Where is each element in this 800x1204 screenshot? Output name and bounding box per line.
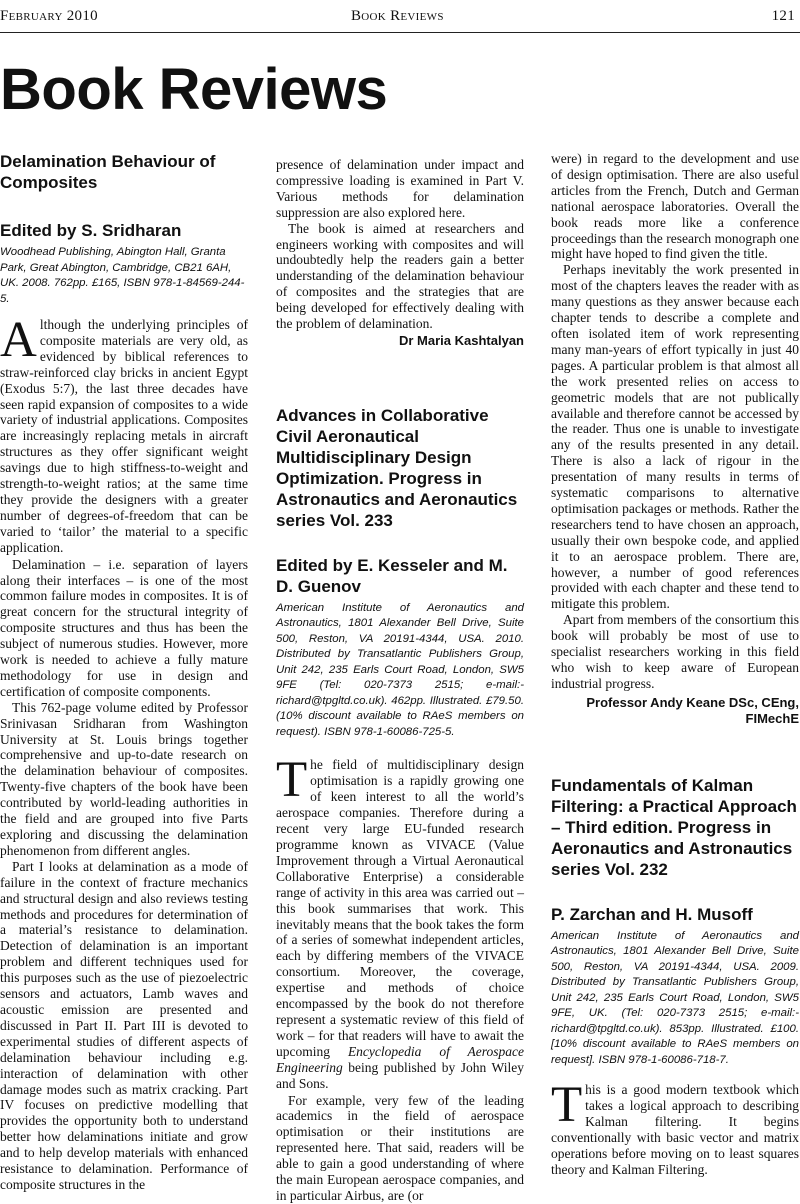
review1-publisher: Woodhead Publishing, Abington Hall, Granta Park, Great Abington, Cambridge, CB21 6AH, UK. 2008. 762pp. £165, ISBN 978-1-84569-244-5. (0, 246, 245, 305)
running-header (0, 0, 800, 33)
review3-publisher: American Institute of Aeronautics and Astronautics, 1801 Alexander Bell Drive, Suite 500, Reston, VA 20191-4344, USA. 2009. Distributed by Transatlantic Publishers Group, Unit 242, 235 Earls Court Road, London, SW5 9FE, UK. (Tel: 020-7373 2515; e-mail:-richard@tpgltd.co.uk). 853pp. Illustrated. £100. [10% discount available to RAeS members on request]. ISBN 978-1-60086-718-7. (551, 929, 799, 1066)
review1-para-4: Part I looks at delamination as a mode of failure in the context of fracture mechanics and structural design and also reviews testing methods and procedures for determination of a material’s resistance to delamination. Detection of delamination is an important problem and different techniques used for this purposes such as the use of piezoelectric sensors and actuators, Lamb waves and acoustic emission are presented and discussed in Part II. Part III is devoted to experimental studies of different aspects of delamination behaviour including e.g. interaction of delamination with other damage modes such as matrix cracking. Part IV focuses on predictive modelling that provides the opportunity both to understand better how delaminations initiate and grow and to help develop materials with enhanced resistance to delamination. Performance of composite structures in the (0, 858, 248, 1192)
review2-para-5: Apart from members of the consortium this book will probably be most of use to specialist researchers working in this field who wish to keep aware of European industrial progress. (551, 612, 799, 691)
review2-title: Advances in Collaborative Civil Aeronautical Multidisciplinary Design Optimization. Progress in Astronautics and Aeronautics series Vol. 233 (276, 405, 518, 530)
review2-reviewer: Professor Andy Keane DSc, CEng, FIMechE (586, 694, 799, 726)
review3-title: Fundamentals of Kalman Filtering: a Practical Approach – Third edition. Progress in Aeronautics and Astronautics series Vol. 232 (551, 775, 797, 879)
review1-para-2: Delamination – i.e. separation of layers along their interfaces – is one of the most common failure modes in composites. It is of great concern for the structural integrity of composite structures and thus has been the subject of numerous studies. However, more work is needed to achieve a fully mature methodology for use in design and certification of composite components. (0, 556, 248, 699)
drop-cap: T (276, 752, 308, 809)
review1-para-3: This 762-page volume edited by Professor Srinivasan Sridharan from Washington University at St. Louis brings together comprehensive and up-to-date research on the delamination behaviour of composites. Twenty-five chapters of the book have been contributed by world-leading authorities in the field and are grouped into five Parts exploring and discussing the delamination phenomenon from different angles. (0, 699, 248, 858)
column-3 (551, 151, 799, 1177)
review3-para-1: This is a good modern textbook which takes a logical approach to describing Kalman filtering. It begins conventionally with basic vector and matrix operations before moving on to least squares theory and Kalman Filtering. (551, 1077, 799, 1177)
section-title: Book Reviews (0, 57, 388, 122)
review2-para-3: were) in regard to the development and use of design optimisation. There are also useful articles from the French, Dutch and German national aerospace laboratories. Overall the book reads more like a conference proceedings than the research monograph one might have hoped to find given the title. (551, 151, 799, 262)
review2-editor: Edited by E. Kesseler and M. D. Guenov (276, 555, 508, 596)
column-2 (276, 157, 525, 1203)
review2-para-4: Perhaps inevitably the work presented in most of the chapters leaves the reader with as many questions as they answer because each chapter tends to describe a complete and often isolated item of work representing many man-years of effort typically in just 40 pages. A particular problem is that almost all the work presented relies on access to geometric models that are not publically available and therefore cannot be accessed by the reader. Thus one is unable to investigate any of the results presented in any detail. There is also a lack of rigour in the presentation of many results in terms of systematic comparisons to alternative optimisation packages or methods. Rather the researchers tend to have chosen an approach, usually their own bespoke code, and applied it to an aerospace problem. There are, however, a number of good references provided with each chapter and these tend to mitigate this problem. (551, 262, 799, 612)
review3-editor: P. Zarchan and H. Musoff (551, 904, 753, 924)
review1-title: Delamination Behaviour of Composites (0, 152, 216, 192)
header-date: February 2010 (0, 8, 98, 24)
review2-para-2: For example, very few of the leading academics in the field of aerospace optimisation or their institutions are represented here. That said, readers will be able to gain a good understanding of where the main European aerospace companies, and in particular Airbus, are (or (276, 1092, 524, 1203)
review1-para-1: Although the underlying principles of composite materials are very old, as evidenced by biblical references to straw-reinforced clay bricks in ancient Egypt (Exodus 5:7), the last three decades have seen rapid expansion of composites to a wide variety of industrial applications. Composites are increasingly replacing metals in aircraft structures as they offer significant weight savings due to high stiffness-to-weight and strength-to-weight ratios; at the same time they provide the designers with a greater number of degrees-of-freedom that can be varied to ‘tailor’ the material to a specific application. (0, 312, 248, 555)
review2-para-1: The field of multidisciplinary design optimisation is a rapidly growing one of keen interest to all the world’s aerospace companies. Therefore during a recent very large EU-funded research programme known as VIVACE (Value Improvement through a Virtual Aeronautical Collaborative Enterprise) a considerable range of activity in this area was carried out – this book summarises that work. This inevitably means that the book takes the form of a series of somewhat independent articles, each by differing members of the VIVACE consortium. Moreover, the coverage, expertise and methods of choice encompassed by the book do not therefore represent a systematic review of this field of work – for that readers will have to await the upcoming Encyclopedia of Aerospace Engineering being published by John Wiley and Sons. (276, 752, 525, 1091)
review1-para-6: The book is aimed at researchers and engineers working with composites and will undoubtedly help the readers gain a better understanding of the delamination behaviour of composites and the strategies that are being developed for effectively dealing with the problem of delamination. (276, 220, 524, 332)
review1-reviewer: Dr Maria Kashtalyan (399, 332, 524, 348)
drop-cap: A (0, 312, 37, 368)
page-number: 121 (771, 8, 795, 24)
column-1 (0, 151, 248, 1192)
header-section: Book Reviews (351, 8, 444, 24)
drop-cap: T (551, 1077, 583, 1134)
review1-editor: Edited by S. Sridharan (0, 221, 182, 240)
review1-para-5: presence of delamination under impact and compressive loading is examined in Part V. Various methods for delamination suppression are also explored here. (276, 157, 524, 220)
review2-publisher: American Institute of Aeronautics and Astronautics, 1801 Alexander Bell Drive, Suite 500, Reston, VA 20191-4344, USA. 2010. Distributed by Transatlantic Publishers Group, Unit 242, 235 Earls Court Road, London, SW5 9FE (Tel: 020-7373 2515; e-mail:-richard@tpgltd.co.uk). 462pp. Illustrated. £79.50. (10% discount available to RAeS members on request). ISBN 978-1-60086-725-5. (276, 601, 524, 738)
